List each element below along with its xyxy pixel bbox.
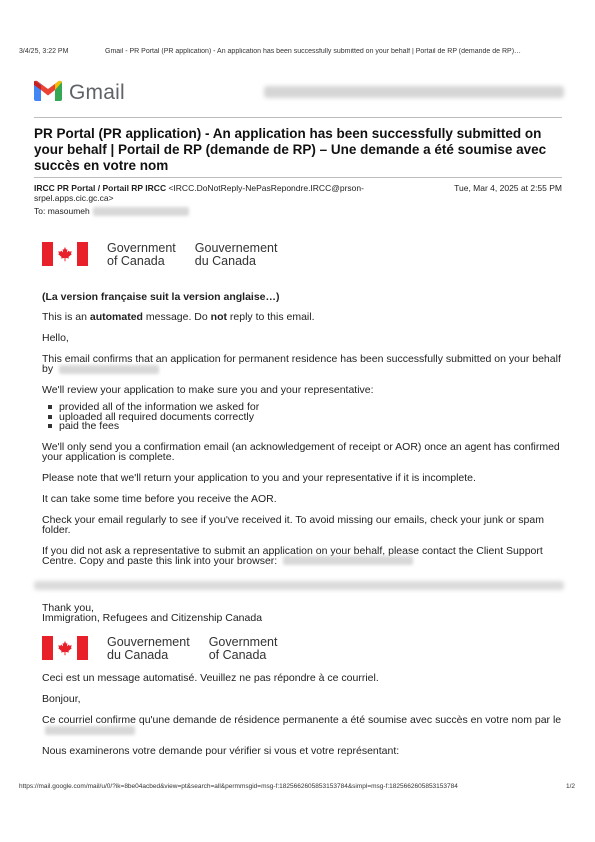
account-email-redacted [264, 86, 564, 98]
link-redacted [283, 556, 413, 565]
government-fr-label: Gouvernement du Canada [194, 241, 278, 268]
email-subject: PR Portal (PR application) - An application has been successfully submitted on your behalf | Portail de RP (demande de RP) – Une demande a été soumise avec succès en votre nom [34, 126, 547, 173]
department-name: Immigration, Refugees and Citizenship Canada [42, 612, 263, 624]
government-signature-en [42, 242, 277, 268]
list-item: provided all of the information we asked for [59, 403, 562, 413]
print-url: https://mail.google.com/mail/u/0/?ik=8be04acbed&view=pt&search=all&permmsgid=msg-f:1825662605853153784&simpl=msg-f:1825662605853153784 [19, 783, 458, 790]
signoff-en [42, 603, 562, 623]
processing-time: It can take some time before you receive the AOR. [42, 492, 277, 505]
divider [34, 117, 562, 118]
greeting: Hello, [42, 332, 69, 344]
review-intro-fr: Nous examinerons votre demande pour vérifier si vous et votre représentant: [42, 745, 400, 757]
automated-notice-fr: Ceci est un message automatisé. Veuillez ne pas répondre à ce courriel. [42, 672, 379, 684]
gmail-logo[interactable] [34, 80, 125, 106]
gmail-header [34, 80, 564, 104]
canada-flag-icon [42, 636, 88, 660]
divider [34, 177, 562, 178]
sender-name: IRCC PR Portal / Portail RP IRCC [34, 183, 167, 193]
print-header [19, 48, 576, 55]
representative-redacted [59, 365, 159, 374]
aor-text: We'll only send you a confirmation email (an acknowledgement of receipt or AOR) once an agent has confirmed your application is complete. [42, 440, 560, 463]
to-name: masoumeh [47, 206, 90, 216]
review-intro: We'll review your application to make sure you and your representative: [42, 384, 374, 396]
return-notice: Please note that we'll return your application to you and your representative if it is incomplete. [42, 471, 476, 484]
canada-flag-icon [42, 242, 88, 266]
email-to [34, 206, 189, 216]
print-title: Gmail - PR Portal (PR application) - An application has been successfully submitted on your behalf | Portail de RP (demande de RP)… [105, 48, 522, 55]
check-email-text: Check your email regularly to see if you've received it. To avoid missing our emails, check your junk or spam folder. [42, 513, 544, 536]
thanks: Thank you, [42, 602, 94, 614]
automated-notice: This is an automated message. Do not reply to this email. [42, 311, 315, 323]
greeting-fr: Bonjour, [42, 693, 81, 705]
french-version-note: (La version française suit la version anglaise…) [42, 291, 280, 303]
confirmation-text: This email confirms that an application for permanent residence has been successfully submitted on your behalf by [42, 353, 561, 375]
to-label: To: [34, 206, 46, 216]
client-support-text: If you did not ask a representative to submit an application on your behalf, please contact the Client Support Centre. Copy and paste this link into your browser: [42, 544, 543, 567]
list-item: uploaded all required documents correctly [59, 413, 562, 423]
gmail-m-icon [34, 80, 62, 106]
representative-redacted [45, 726, 135, 735]
sender-address: <IRCC.DoNotReply-NePasRepondre.IRCC@prson-srpel.apps.cic.gc.ca> [34, 183, 364, 203]
list-item: paid the fees [59, 422, 562, 432]
page-number: 1/2 [565, 783, 575, 790]
government-en-label: Government of Canada [107, 241, 176, 268]
email-sender [34, 183, 434, 203]
email-body-fr [42, 673, 562, 756]
government-signature-fr [42, 636, 277, 662]
print-timestamp: 3/4/25, 3:22 PM [19, 48, 69, 55]
recipient-redacted [93, 207, 189, 216]
government-en-label: Government of Canada [208, 635, 278, 662]
government-fr-label: Gouvernement du Canada [107, 635, 190, 662]
email-date: Tue, Mar 4, 2025 at 2:55 PM [454, 183, 562, 193]
review-checklist [42, 403, 562, 432]
gmail-wordmark: Gmail [69, 81, 125, 104]
confirmation-text-fr: Ce courriel confirme qu'une demande de résidence permanente a été soumise avec succès en votre nom par le [42, 715, 562, 735]
support-link-redacted [34, 581, 564, 590]
print-footer [19, 783, 575, 790]
email-body-en [42, 292, 562, 566]
